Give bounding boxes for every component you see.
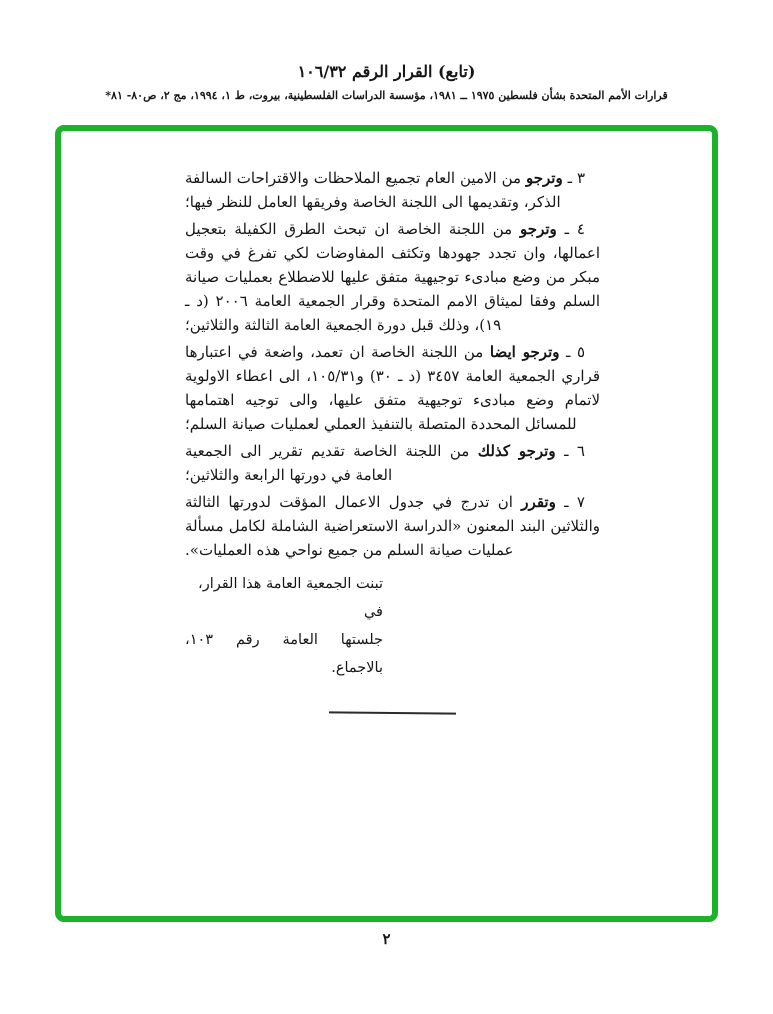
resolution-paragraph xyxy=(185,217,600,337)
resolution-body xyxy=(185,166,600,714)
paragraph-number: ٤ ـ xyxy=(564,220,585,238)
resolution-title: (تابع) القرار الرقم ١٠٦/٣٢ xyxy=(297,62,476,81)
paragraph-lead: وترجو كذلك xyxy=(477,442,556,460)
adoption-note xyxy=(185,570,383,682)
resolution-paragraph xyxy=(185,490,600,562)
resolution-paragraph xyxy=(185,439,600,487)
paragraph-number: ٧ ـ xyxy=(564,493,585,511)
resolution-paragraph xyxy=(185,166,600,214)
paragraph-text: من اللجنة الخاصة ان تعمد، واضعة في اعتبارها قراري الجمعية العامة ٣٤٥٧ (د ـ ٣٠) و١٠٥/٣١، الى اعطاء الاولوية لاتمام وضع مبادىء توجيهية متفق عليها، والى توجيه اهتمامها للمسائل المحددة المتصلة بالتنفيذ العملي لعمليات صيانة السلم؛ xyxy=(185,343,601,433)
paragraph-text: من اللجنة الخاصة ان تبحث الطرق الكفيلة بتعجيل اعمالها، وان تجدد جهودها وتكثف المفاوضات لكي تفرغ في وقت مبكر من وضع مبادىء توجيهية متفق عليها للاضطلاع بعمليات صيانة السلم وفقا لميثاق الامم المتحدة وقرار الجمعية العامة ٢٠٠٦ (د ـ ١٩)، وذلك قبل دورة الجمعية العامة الثالثة والثلاثين؛ xyxy=(185,220,601,334)
paragraph-number: ٥ ـ xyxy=(566,343,585,361)
paragraph-text: من الامين العام تجميع الملاحظات والاقتراحات السالفة الذكر، وتقديمها الى اللجنة الخاصة وفريقها العامل للنظر فيها؛ xyxy=(185,169,561,211)
paragraph-lead: وتقرر xyxy=(521,493,556,511)
paragraph-lead: وترجو xyxy=(525,169,563,187)
paragraph-lead: وترجو ايضا xyxy=(489,343,560,361)
adoption-note-line: بالاجماع. xyxy=(331,660,383,676)
source-citation: قرارات الأمم المتحدة بشأن فلسطين ١٩٧٥ ــ ١٩٨١، مؤسسة الدراسات الفلسطينية، بيروت، ط ١، ١٩٩٤، مج ٢، ص٨٠- ٨١* xyxy=(105,89,668,102)
page-number: ٢ xyxy=(382,930,391,948)
adoption-note-line: تبنت الجمعية العامة هذا القرار، في xyxy=(198,576,383,620)
paragraph-text: ان تدرج في جدول الاعمال المؤقت لدورتها الثالثة والثلاثين البند المعنون «الدراسة الاستعراضية الشاملة لكامل مسألة عمليات صيانة السلم من جميع نواحي هذه العمليات». xyxy=(185,493,600,559)
page-header xyxy=(0,62,773,103)
paragraph-number: ٣ ـ xyxy=(567,169,585,187)
resolution-paragraph xyxy=(185,340,600,436)
paragraph-text: من اللجنة الخاصة تقديم تقرير الى الجمعية العامة في دورتها الرابعة والثلاثين؛ xyxy=(185,442,470,484)
paragraph-number: ٦ ـ xyxy=(564,442,585,460)
adoption-note-line: جلستها العامة رقم ١٠٣، xyxy=(185,632,383,648)
paragraph-lead: وترجو xyxy=(520,220,557,238)
